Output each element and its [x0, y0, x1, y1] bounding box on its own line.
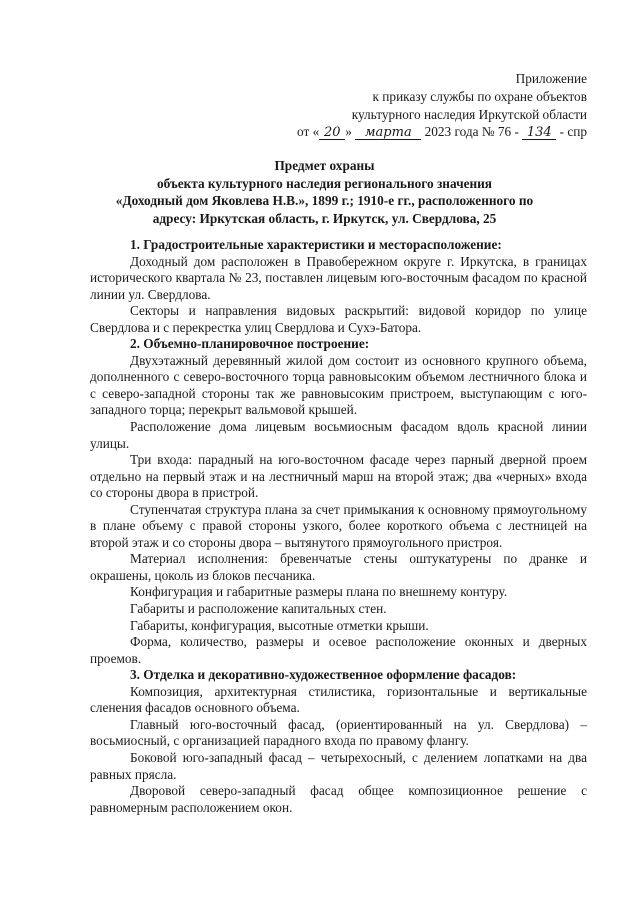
section-3-paragraph: Боковой юго-западный фасад – четырехосный, с делением лопатками на два равных прясла.: [90, 749, 587, 782]
year-text: 2023 года № 76 -: [424, 124, 519, 139]
section-1-paragraph: Секторы и направления видовых раскрытий: видовой коридор по улице Свердлова и с перекрестка улиц Свердлова и Сухэ-Батора.: [90, 303, 587, 335]
date-prefix: от «: [296, 124, 320, 139]
section-2-paragraph: Материал исполнения: бревенчатые стены оштукатурены по дранке и окрашены, цоколь из блоков песчаника.: [90, 551, 587, 583]
section-2-paragraph: Габариты и расположение капитальных стен.: [130, 601, 387, 617]
section-3-heading: 3. Отделка и декоративно-художественное оформление фасадов:: [130, 667, 517, 683]
number-suffix: - спр: [559, 124, 587, 139]
section-2-paragraph: Конфигурация и габаритные размеры плана по внешнему контуру.: [130, 584, 508, 600]
order-date-line: [297, 123, 587, 140]
document-title: [70, 157, 579, 227]
appendix-label: Приложение: [515, 71, 587, 86]
handwritten-number: 134: [522, 126, 556, 140]
section-2-paragraph: Двухэтажный деревянный жилой дом состоит из основного крупного объема, дополненного с северо-восточного торца равновысоким объемом лестничного блока и с северо-западной стороны так же равновысоким пристроем, выступающим с юго-западного торца; перекрыт вальмовой крышей.: [90, 352, 587, 418]
section-2-paragraph: Форма, количество, размеры и осевое расположение оконных и дверных проемов.: [90, 634, 587, 666]
section-1-heading: 1. Градостроительные характеристики и месторасположение:: [130, 237, 502, 252]
section-3-paragraph: Композиция, архитектурная стилистика, горизонтальные и вертикальные сленения фасадов основного объема.: [90, 683, 587, 716]
section-2-heading: 2. Объемно-планировочное построение:: [130, 336, 370, 352]
section-2-paragraph: Габариты, конфигурация, высотные отметки крыши.: [130, 617, 429, 633]
section-1-paragraph: Доходный дом расположен в Правобережном округе г. Иркутска, в границах исторического квартала № 23, поставлен лицевым юго-восточным фасадом по красной линии ул. Свердлова.: [90, 253, 587, 302]
section-2-paragraph: Ступенчатая структура плана за счет примыкания к основному прямоугольному в плане объему с правой стороны узкого, более короткого объема с лестницей на второй этаж и со стороны двора – вытянутого прямоугольного пристроя.: [90, 501, 587, 550]
title-line-1: Предмет охраны: [274, 158, 375, 173]
document-body: [90, 237, 587, 816]
handwritten-day: 20: [319, 126, 345, 140]
order-reference-line: к приказу службы по охране объектов: [372, 89, 587, 104]
handwritten-month: марта: [355, 126, 421, 140]
date-mid: »: [345, 124, 352, 139]
section-3-paragraph: Дворовой северо-западный фасад общее композиционное решение с равномерным расположением окон.: [90, 783, 587, 815]
title-line-4: адресу: Иркутская область, г. Иркутск, ул. Свердлова, 25: [152, 210, 497, 226]
title-line-3: «Доходный дом Яковлева Н.В.», 1899 г.; 1910-е гг., расположенного по: [115, 193, 534, 208]
section-2-paragraph: Три входа: парадный на юго-восточном фасаде через парный дверной проем отдельно на первый этаж и на лестничный марш на второй этаж; два «черных» входа со стороны двора в пристрой.: [90, 452, 587, 501]
section-2-paragraph: Расположение дома лицевым восьмиосным фасадом вдоль красной линии улицы.: [90, 419, 587, 451]
authority-line: культурного наследия Иркутской области: [351, 107, 587, 122]
section-3-paragraph: Главный юго-восточный фасад, (ориентированный на ул. Свердлова) – восьмиосный, с организацией парадного входа по правому флангу.: [90, 716, 587, 749]
title-line-2: объекта культурного наследия регионального значения: [156, 175, 492, 191]
